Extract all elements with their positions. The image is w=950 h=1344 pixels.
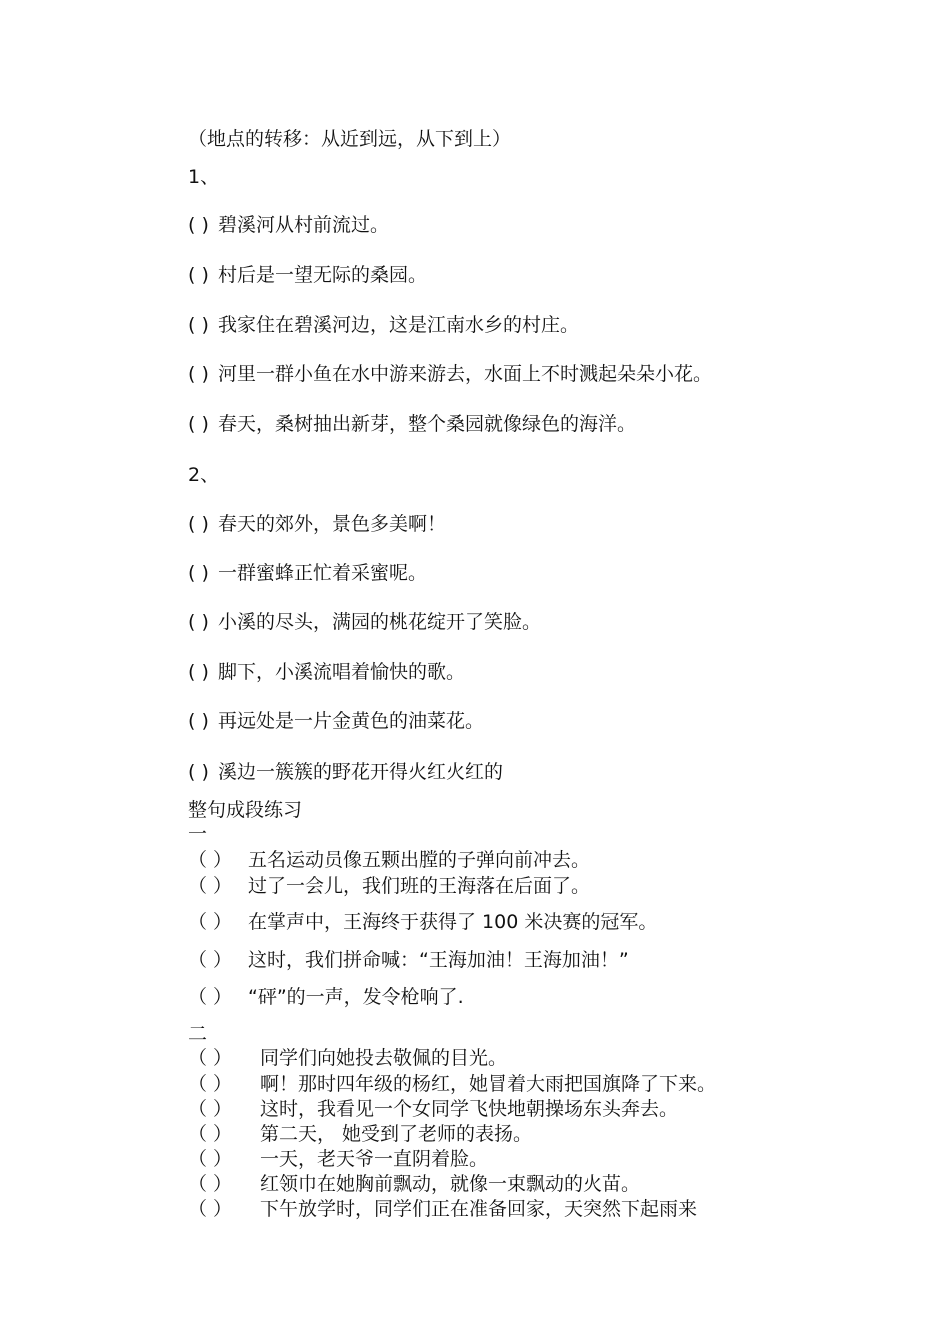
part-1-number: 一 <box>188 823 208 845</box>
sentence-text: 再远处是一片金黄色的油菜花。 <box>218 710 485 732</box>
answer-blank: ( ) <box>188 513 209 535</box>
list-item <box>188 1072 716 1096</box>
sentence-text: 小溪的尽头，满园的桃花绽开了笑脸。 <box>218 611 542 633</box>
sentence-text: 碧溪河从村前流过。 <box>218 214 390 236</box>
list-item <box>188 610 541 634</box>
answer-blank: ( ) <box>188 761 209 783</box>
answer-blank: ( ) <box>188 363 209 385</box>
sentence-text: 脚下，小溪流唱着愉快的歌。 <box>218 661 466 683</box>
section-title: 整句成段练习 <box>188 799 303 821</box>
list-item <box>188 561 427 585</box>
answer-blank: （ ） <box>188 875 233 897</box>
list-item <box>188 660 465 684</box>
group-1-number: 1、 <box>188 166 220 188</box>
sentence-text: 第二天， 她受到了老师的表扬。 <box>260 1123 533 1145</box>
sentence-text: 我家住在碧溪河边，这是江南水乡的村庄。 <box>218 314 580 336</box>
list-item <box>188 313 579 337</box>
list-item <box>188 1147 488 1171</box>
sentence-text: 这时，我看见一个女同学飞快地朝操场东头奔去。 <box>260 1098 679 1120</box>
list-item <box>188 412 636 436</box>
answer-blank: （ ） <box>188 1047 233 1069</box>
sentence-text: 河里一群小鱼在水中游来游去，水面上不时溅起朵朵小花。 <box>218 363 713 385</box>
sentence-text: “砰”的一声，发令枪响了. <box>248 986 464 1008</box>
sentence-text: 过了一会儿，我们班的王海落在后面了。 <box>248 875 591 897</box>
answer-blank: （ ） <box>188 849 233 871</box>
list-item <box>188 1197 697 1221</box>
sentence-text: 红领巾在她胸前飘动，就像一束飘动的火苗。 <box>260 1173 641 1195</box>
list-item <box>188 1097 678 1121</box>
sentence-text: 春天的郊外，景色多美啊！ <box>218 513 447 535</box>
answer-blank: ( ) <box>188 413 209 435</box>
answer-blank: ( ) <box>188 661 209 683</box>
sentence-text: 这时，我们拼命喊：“王海加油！王海加油！” <box>248 949 629 971</box>
list-item <box>188 1046 507 1070</box>
answer-blank: （ ） <box>188 1198 233 1220</box>
sentence-text: 村后是一望无际的桑园。 <box>218 264 428 286</box>
sentence-text: 同学们向她投去敬佩的目光。 <box>260 1047 508 1069</box>
sentence-text: 春天，桑树抽出新芽，整个桑园就像绿色的海洋。 <box>218 413 637 435</box>
sentence-text: 一群蜜蜂正忙着采蜜呢。 <box>218 562 428 584</box>
answer-blank: ( ) <box>188 214 209 236</box>
answer-blank: （ ） <box>188 1073 233 1095</box>
sentence-text: 啊！那时四年级的杨红，她冒着大雨把国旗降了下来。 <box>260 1073 717 1095</box>
answer-blank: （ ） <box>188 1123 233 1145</box>
list-item <box>188 1122 532 1146</box>
list-item <box>188 910 657 934</box>
answer-blank: （ ） <box>188 911 233 933</box>
sentence-text: 一天，老天爷一直阴着脸。 <box>260 1148 489 1170</box>
answer-blank: （ ） <box>188 949 233 971</box>
answer-blank: （ ） <box>188 1098 233 1120</box>
list-item <box>188 948 629 972</box>
answer-blank: ( ) <box>188 710 209 732</box>
answer-blank: ( ) <box>188 314 209 336</box>
list-item <box>188 848 590 872</box>
list-item <box>188 985 464 1009</box>
part-2-number: 二 <box>188 1023 208 1045</box>
answer-blank: ( ) <box>188 264 209 286</box>
sentence-text: 在掌声中，王海终于获得了 100 米决赛的冠军。 <box>248 911 658 933</box>
answer-blank: （ ） <box>188 1173 233 1195</box>
intro-note: （地点的转移：从近到远，从下到上） <box>188 128 512 150</box>
list-item <box>188 512 446 536</box>
answer-blank: （ ） <box>188 1148 233 1170</box>
sentence-text: 五名运动员像五颗出膛的子弹向前冲去。 <box>248 849 591 871</box>
list-item <box>188 362 712 386</box>
list-item <box>188 1172 640 1196</box>
list-item <box>188 213 389 237</box>
group-2-number: 2、 <box>188 464 220 486</box>
list-item <box>188 709 484 733</box>
answer-blank: （ ） <box>188 986 233 1008</box>
answer-blank: ( ) <box>188 562 209 584</box>
answer-blank: ( ) <box>188 611 209 633</box>
sentence-text: 溪边一簇簇的野花开得火红火红的 <box>218 761 504 783</box>
list-item <box>188 760 503 784</box>
sentence-text: 下午放学时，同学们正在准备回家，天突然下起雨来 <box>260 1198 698 1220</box>
list-item <box>188 263 427 287</box>
list-item <box>188 874 590 898</box>
